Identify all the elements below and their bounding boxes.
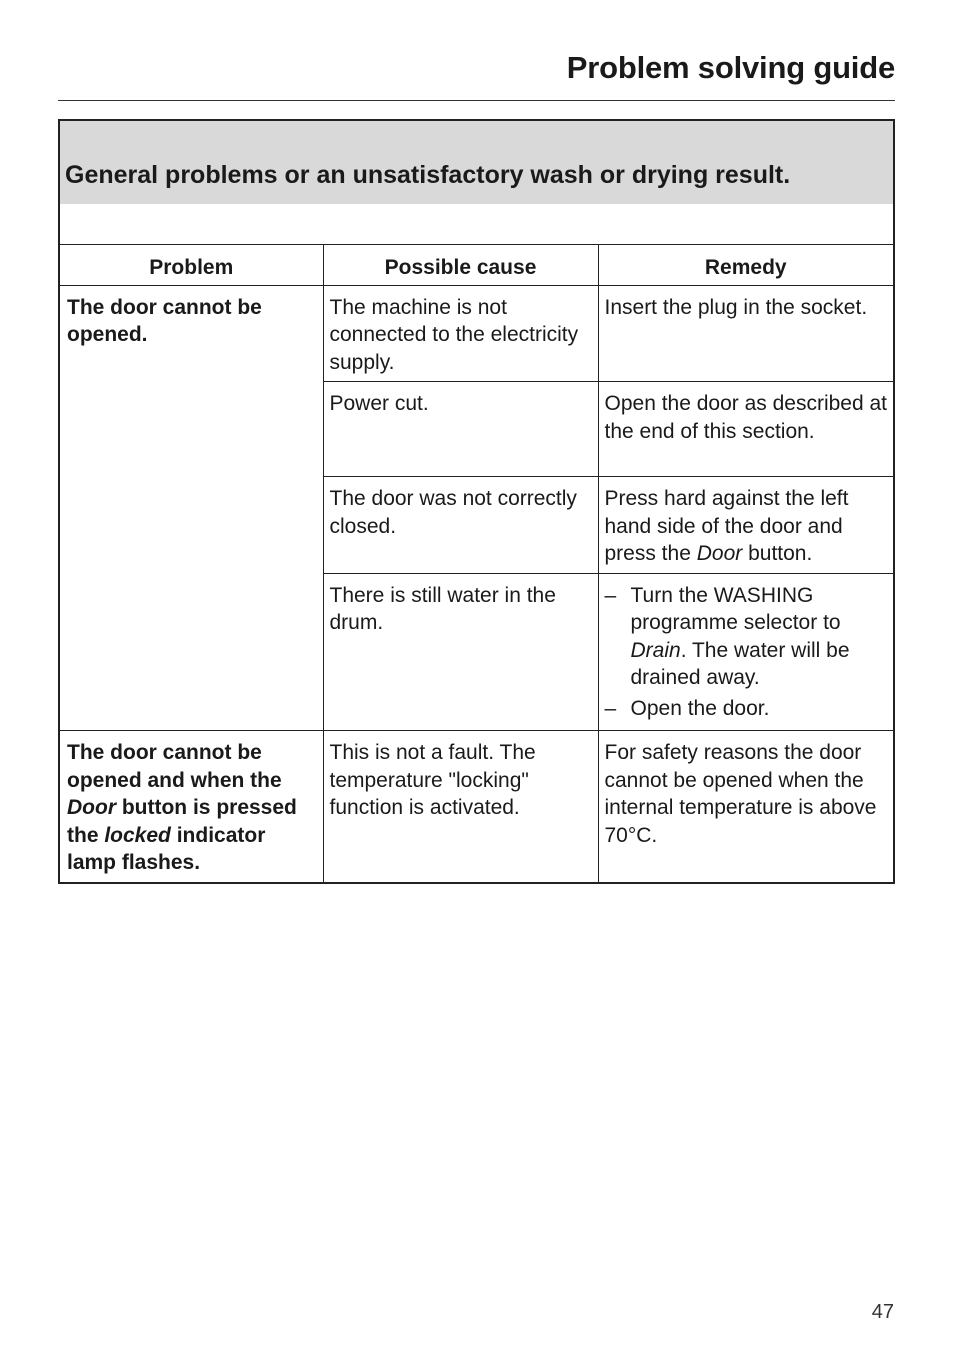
door-button-name: Door	[696, 542, 743, 565]
problem-text: The door cannot be opened and when the	[67, 741, 282, 792]
locked-indicator-name: locked	[104, 823, 171, 847]
problem-cell: The door cannot be opened.	[60, 285, 323, 731]
cause-cell: The machine is not connected to the electricity supply.	[323, 285, 598, 382]
problem-cell	[60, 731, 323, 882]
remedy-text: Press hard against the left hand side of the door and press the	[604, 487, 849, 565]
remedy-text: . The water will be drained away.	[630, 638, 850, 689]
table-row	[60, 285, 893, 382]
table-row	[60, 731, 893, 882]
section-heading: General problems or an unsatisfactory wash or drying result.	[65, 161, 791, 189]
door-button-name: Door	[67, 796, 116, 819]
remedy-list	[605, 582, 890, 723]
page-title: Problem solving guide	[566, 50, 895, 85]
title-rule	[58, 100, 895, 101]
problem-table	[60, 245, 893, 882]
cause-cell: The door was not correctly closed.	[323, 477, 598, 574]
list-item: – Open the door.	[605, 695, 890, 723]
remedy-cell: Open the door as described at the end of this section.	[598, 382, 893, 477]
problem-text: indicator lamp flashes.	[67, 823, 266, 874]
remedy-text: button.	[742, 542, 813, 565]
cause-cell: There is still water in the drum.	[323, 573, 598, 731]
cause-cell: Power cut.	[323, 382, 598, 477]
remedy-cell	[598, 573, 893, 731]
remedy-cell	[598, 477, 893, 574]
remedy-cell: For safety reasons the door cannot be opened when the internal temperature is above 70°C.	[598, 731, 893, 882]
remedy-cell: Insert the plug in the socket.	[598, 285, 893, 382]
list-item	[605, 582, 890, 692]
header-problem: Problem	[60, 245, 323, 285]
page-number: 47	[871, 1301, 894, 1323]
table-header-row	[60, 245, 893, 285]
troubleshooting-box	[58, 119, 895, 884]
section-spacer	[60, 204, 893, 245]
remedy-text: Turn the WASHING programme selector to	[630, 583, 841, 634]
header-remedy: Remedy	[598, 245, 893, 285]
section-band	[60, 121, 893, 204]
drain-setting-name: Drain	[630, 638, 681, 662]
header-possible-cause: Possible cause	[323, 245, 598, 285]
problem-text: button is pressed the	[67, 796, 297, 847]
cause-cell: This is not a fault. The temperature "locking" function is activated.	[323, 731, 598, 882]
